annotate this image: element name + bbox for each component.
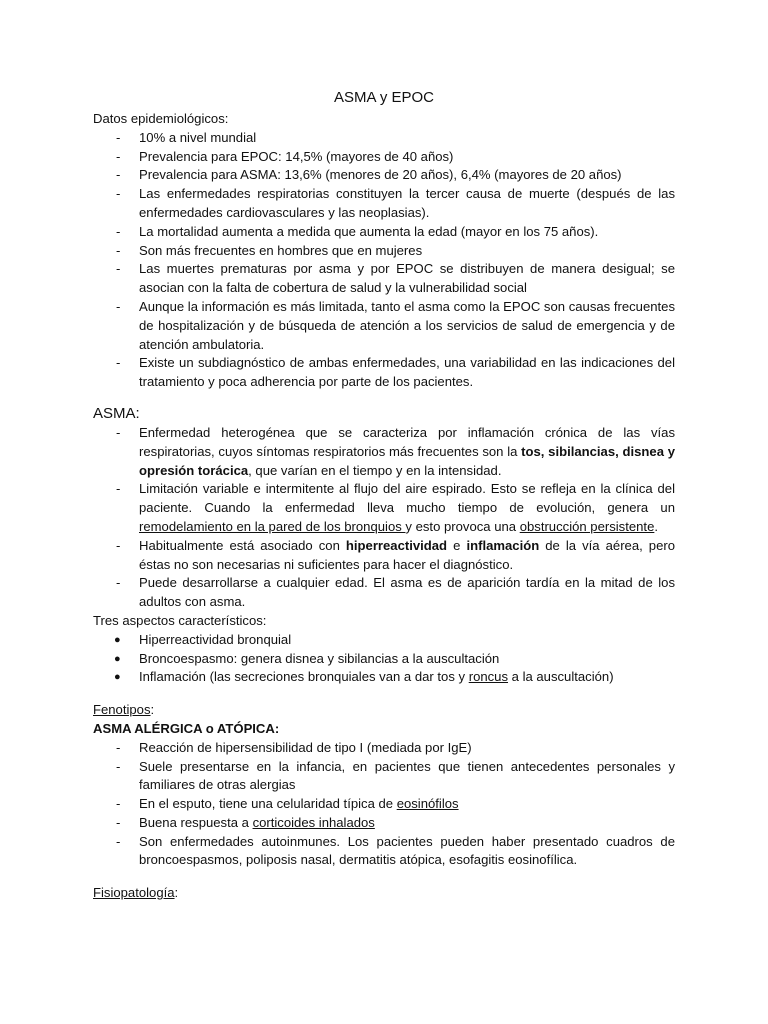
text-run: , que varían en el tiempo y en la intensidad. xyxy=(248,462,502,478)
bullet-item xyxy=(93,668,675,687)
underlined-text: roncus xyxy=(468,669,509,685)
text-run: Habitualmente está asociado con xyxy=(139,537,346,553)
aspectos-list xyxy=(93,631,675,687)
text-run: : xyxy=(150,702,155,718)
datos-list xyxy=(93,129,675,392)
list-item: - Las muertes prematuras por asma y por EPOC se distribuyen de manera desigual; se asocian con la falta de cobertura de salud y la vulnerabilidad social xyxy=(93,260,675,298)
list-item: - Las enfermedades respiratorias constituyen la tercer causa de muerte (después de las enfermedades cardiovasculares y las neoplasias). xyxy=(93,185,675,223)
text-run: : xyxy=(174,885,179,901)
list-item xyxy=(93,480,675,536)
asma-list xyxy=(93,424,675,612)
list-item: - Son más frecuentes en hombres que en mujeres xyxy=(93,242,675,261)
text-run: . xyxy=(654,518,658,534)
asma-heading: ASMA: xyxy=(93,404,140,422)
text-run: e xyxy=(447,537,467,553)
list-item: - Prevalencia para ASMA: 13,6% (menores de 20 años), 6,4% (mayores de 20 años) xyxy=(93,166,675,185)
datos-label: Datos epidemiológicos: xyxy=(93,111,229,126)
aspectos-label: Tres aspectos característicos: xyxy=(93,612,267,628)
list-item xyxy=(93,537,675,575)
underlined-text: Fenotipos xyxy=(93,702,151,718)
fisiopatologia-label xyxy=(93,884,675,903)
text-run: de la vía aérea, pero éstas no son necesarias ni suficientes para hacer el diagnóstico. xyxy=(139,537,676,572)
underlined-text: Fisiopatología xyxy=(93,885,175,901)
bold-text: tos, sibilancias, disnea y opresión torácica xyxy=(139,443,675,478)
document-body xyxy=(93,88,675,903)
text-run: y esto provoca una xyxy=(405,518,520,534)
list-item: - Reacción de hipersensibilidad de tipo I (mediada por IgE) xyxy=(93,739,675,758)
text-run: Buena respuesta a xyxy=(139,814,253,830)
list-item xyxy=(93,795,675,814)
bullet-item: ● Hiperreactividad bronquial xyxy=(93,631,675,650)
list-item: - Puede desarrollarse a cualquier edad. El asma es de aparición tardía en la mitad de los adultos con asma. xyxy=(93,574,675,612)
bullet-item: ● Broncoespasmo: genera disnea y sibilancias a la auscultación xyxy=(93,650,675,669)
list-item: - Son enfermedades autoinmunes. Los pacientes pueden haber presentado cuadros de broncoespasmos, poliposis nasal, dermatitis atópica, esofagitis eosinofílica. xyxy=(93,833,675,871)
underlined-text: corticoides inhalados xyxy=(252,814,375,830)
underlined-text: eosinófilos xyxy=(396,796,459,812)
list-item: - Suele presentarse en la infancia, en pacientes que tienen antecedentes personales y familiares de otras alergias xyxy=(93,758,675,796)
list-item: - Aunque la información es más limitada, tanto el asma como la EPOC son causas frecuentes de hospitalización y de búsqueda de atención a los servicios de salud de emergencia y de atención ambulatoria. xyxy=(93,298,675,354)
list-item: - Prevalencia para EPOC: 14,5% (mayores de 40 años) xyxy=(93,148,675,167)
underlined-text: remodelamiento en la pared de los bronquios xyxy=(139,518,406,534)
asma-alergica-heading: ASMA ALÉRGICA o ATÓPICA: xyxy=(93,720,280,736)
list-item: - 10% a nivel mundial xyxy=(93,129,675,148)
list-item xyxy=(93,424,675,480)
text-run: Inflamación (las secreciones bronquiales van a dar tos y xyxy=(139,669,469,685)
bold-text: hiperreactividad xyxy=(345,537,448,553)
bold-text: inflamación xyxy=(466,537,540,553)
list-item: - La mortalidad aumenta a medida que aumenta la edad (mayor en los 75 años). xyxy=(93,223,675,242)
document-title: ASMA y EPOC xyxy=(333,89,435,106)
underlined-text: obstrucción persistente xyxy=(519,518,655,534)
list-item xyxy=(93,814,675,833)
text-run: a la auscultación) xyxy=(508,669,614,685)
text-run: Limitación variable e intermitente al flujo del aire espirado. Esto se refleja en la clínica del paciente. Cuando la enfermedad lleva mucho tiempo de evolución, genera un xyxy=(139,481,675,516)
fenotipos-list xyxy=(93,739,675,871)
text-run: En el esputo, tiene una celularidad típica de xyxy=(139,796,397,812)
list-item: - Existe un subdiagnóstico de ambas enfermedades, una variabilidad en las indicaciones del tratamiento y poca adherencia por parte de los pacientes. xyxy=(93,354,675,392)
fenotipos-label xyxy=(93,701,675,720)
text-run: Enfermedad heterogénea que se caracteriza por inflamación crónica de las vías respiratorias, cuyos síntomas respiratorios más frecuentes son la xyxy=(139,424,675,459)
